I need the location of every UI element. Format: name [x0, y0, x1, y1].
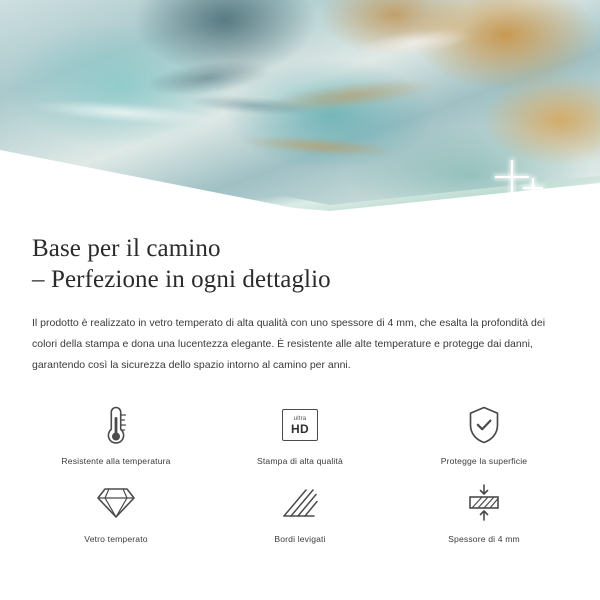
shield-check-icon	[466, 402, 502, 448]
headline-line-2: – Perfezione in ogni dettaglio	[32, 266, 331, 293]
hero-image	[0, 0, 600, 215]
ultra-hd-badge-top: ultra	[293, 415, 307, 422]
feature-item-temperature	[24, 402, 208, 466]
feature-label: Vetro temperato	[84, 534, 148, 544]
thermometer-icon	[101, 402, 131, 448]
feature-label: Protegge la superficie	[440, 456, 528, 466]
feature-item-print-quality	[208, 402, 392, 466]
feature-grid	[0, 402, 600, 544]
feature-item-surface-protection	[392, 402, 576, 466]
feature-label: Spessore di 4 mm	[448, 534, 520, 544]
headline-line-1: Base per il camino	[32, 235, 221, 262]
feature-item-tempered-glass	[24, 480, 208, 544]
body-text: Il prodotto è realizzato in vetro temperato di alta qualità con uno spessore di 4 mm, che esalta la profondità dei colori della stampa e dona una lucentezza elegante. È resistente alle alte temperature e protegge dai danni, garantendo così la sicurezza dello spazio intorno al camino per anni.	[32, 317, 546, 371]
page-title	[32, 233, 568, 295]
ultra-hd-icon	[282, 402, 318, 448]
polished-edges-icon	[280, 480, 320, 526]
feature-label: Bordi levigati	[274, 534, 326, 544]
feature-item-thickness	[392, 480, 576, 544]
feature-label: Stampa di alta qualità	[257, 456, 343, 466]
diamond-icon	[96, 480, 136, 526]
feature-label: Resistente alla temperatura	[61, 456, 171, 466]
ultra-hd-badge-bottom: HD	[291, 421, 309, 436]
feature-item-polished-edges	[208, 480, 392, 544]
content-area	[0, 233, 600, 376]
thickness-4mm-icon	[464, 480, 504, 526]
